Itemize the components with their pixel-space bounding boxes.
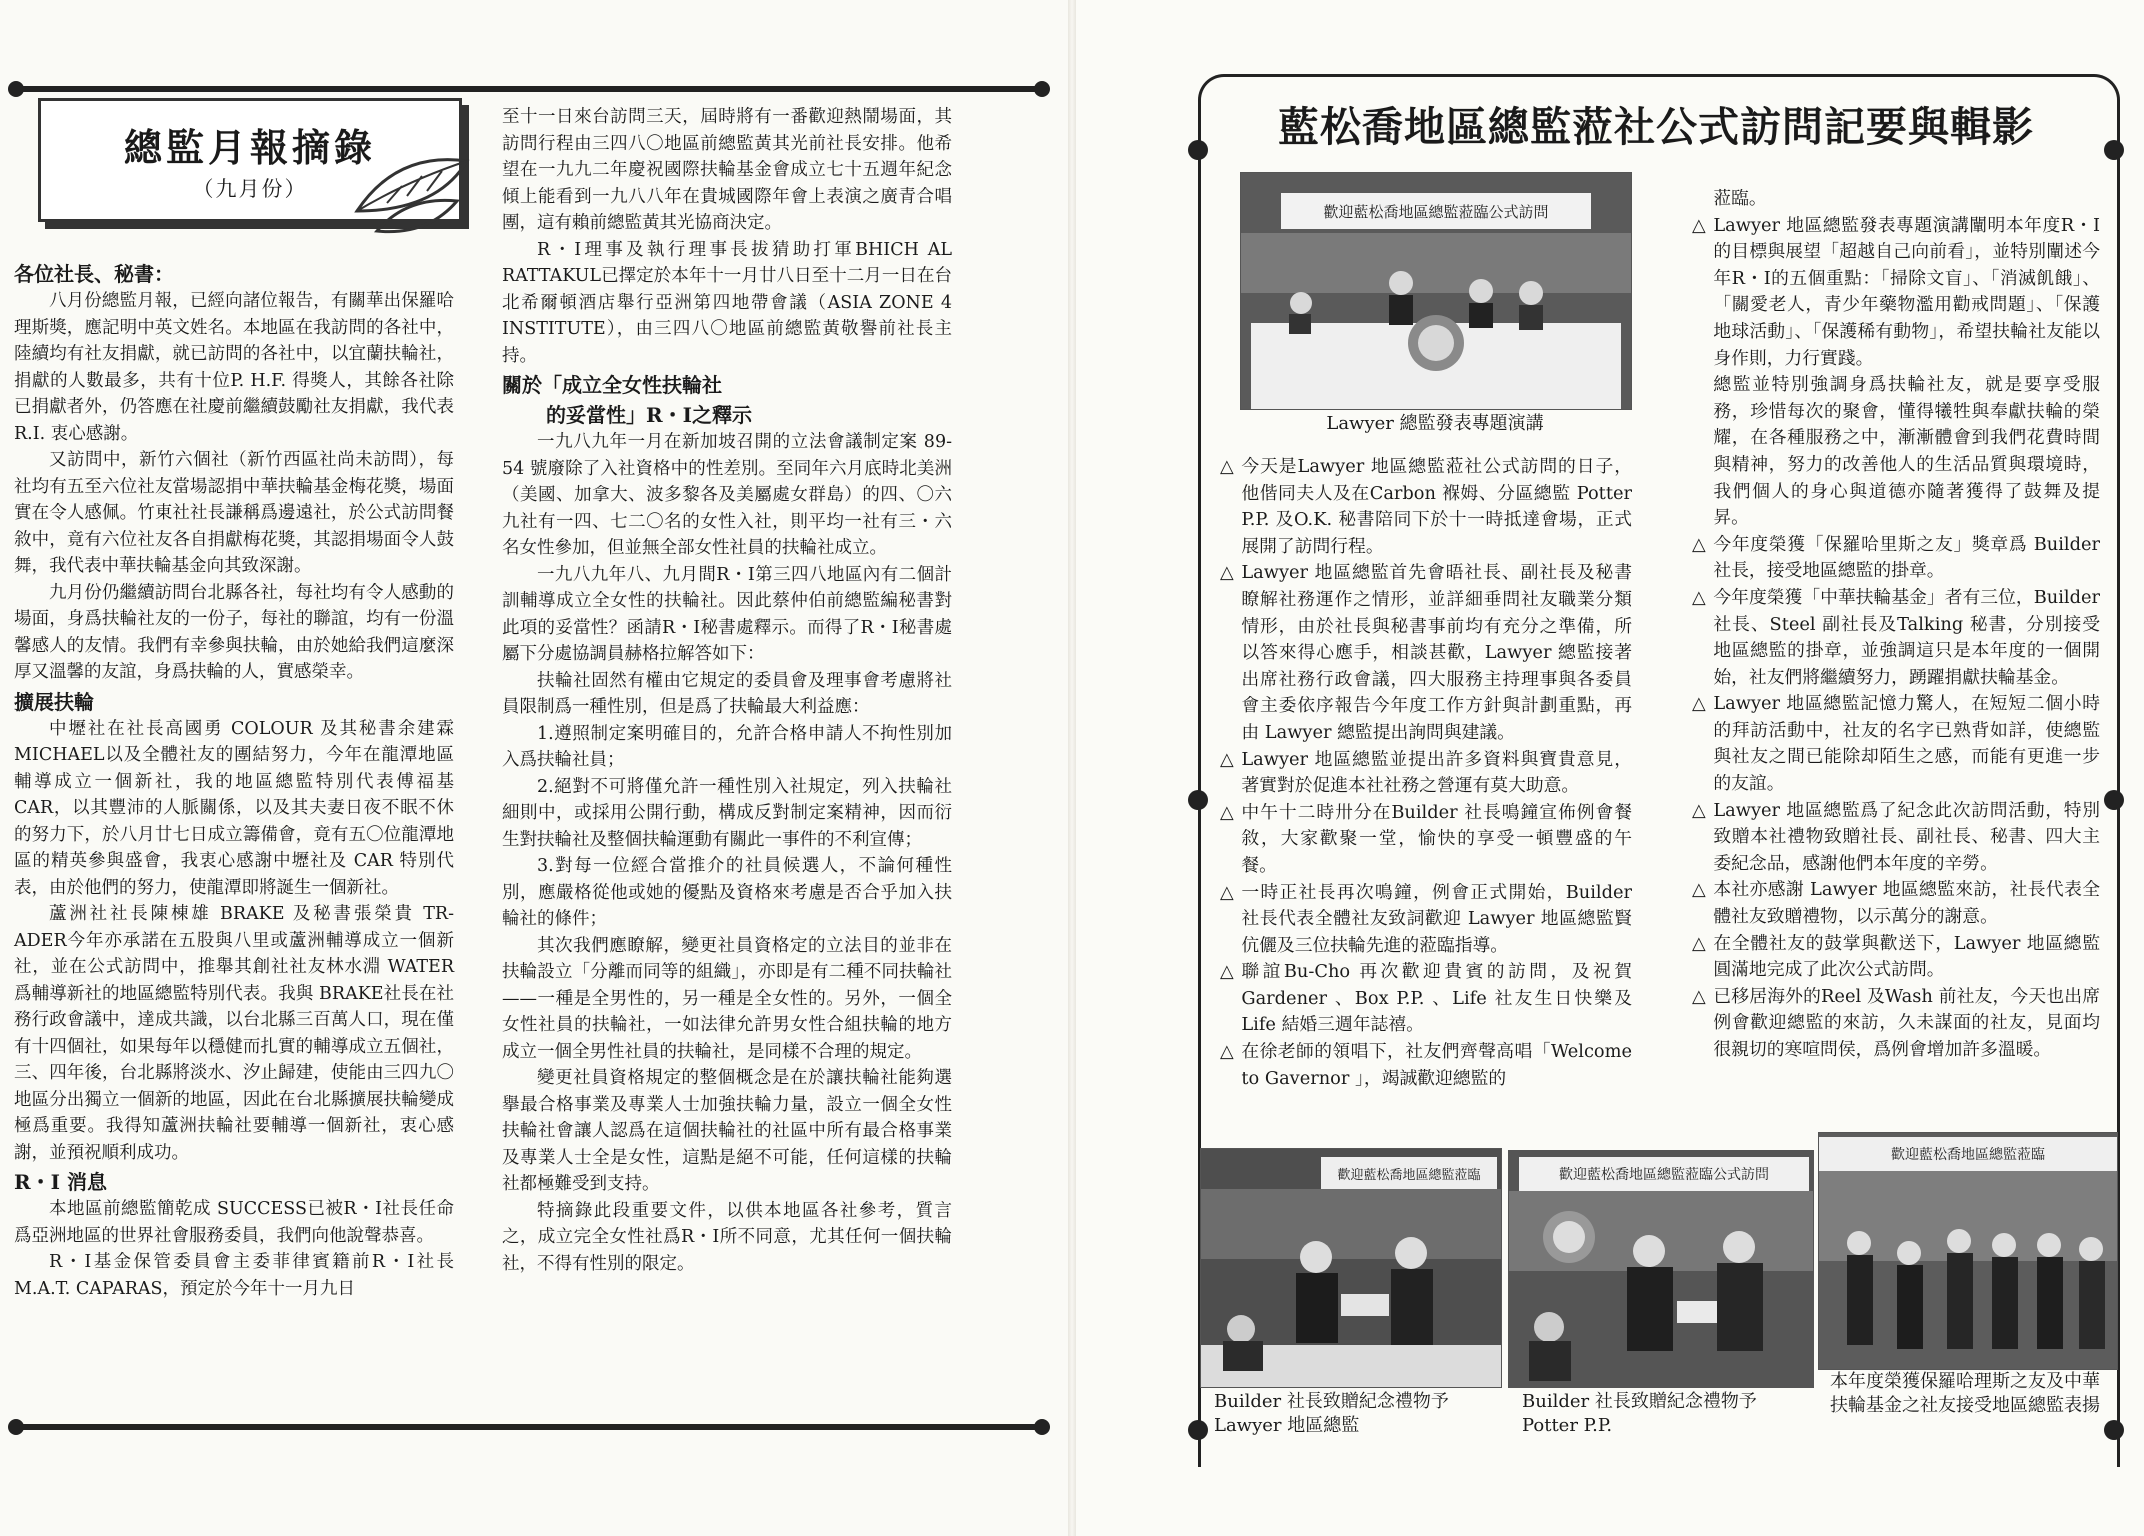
bullet-text: Lawyer 地區總監爲了紀念此次訪問活動，特別致贈本社禮物致贈社長、副社長、秘書、四大主委紀念品，感謝他們本年度的辛勞。 bbox=[1713, 799, 2100, 874]
frame-dot bbox=[1188, 790, 1208, 810]
frame-dot bbox=[2104, 790, 2124, 810]
list-item: 3.對每一位經合當推介的社員候選人，不論何種性別，應嚴格從他或她的優點及資格來考慮是否合乎加入扶輪社的條件； bbox=[502, 856, 952, 929]
frame-dot bbox=[1188, 1420, 1208, 1440]
bullet-item bbox=[1220, 800, 1632, 880]
bullet-text: 在徐老師的領唱下，社友們齊聲高唱「Welcome to Gavernor 」，竭誠歡迎總監的 bbox=[1241, 1041, 1632, 1089]
frame-dot bbox=[2104, 1420, 2124, 1440]
bullet-text: 已移居海外的Reel 及Wash 前社友，今天也出席例會歡迎總監的來訪，久未謀面的社友，見面均很親切的寒喧問侯，爲例會增加許多溫暖。 bbox=[1713, 985, 2100, 1060]
bullet-text: 總監並特別強調身爲扶輪社友，就是要享受服務，珍惜每次的聚會，懂得犧牲與奉獻扶輪的榮耀，在各種服務之中，漸漸體會到我們花費時間與精神，努力的改善他人的生活品質與環境時，我們個人的身心與道德亦隨著獲得了鼓舞及提昇。 bbox=[1713, 374, 2100, 529]
triangle-icon: △ bbox=[1692, 985, 1706, 1007]
banner-text: 歡迎藍松喬地區總監蒞臨 bbox=[1337, 1168, 1481, 1183]
paragraph: 一九八九年一月在新加坡召開的立法會議制定案 89-54 號廢除了入社資格中的性差別。至同年六月底時北美洲（美國、加拿大、波多黎各及美屬處女群島）的四、〇六九社有一四、七二〇名的女性入社，則平均一社有三・六名女性參加，但並無全部女性社員的扶輪社成立。 bbox=[502, 432, 952, 558]
section-heading-extension: 擴展扶輪 bbox=[14, 689, 94, 714]
bullet-item bbox=[1692, 984, 2100, 1064]
paragraph: 蒞臨。 bbox=[1713, 188, 1767, 209]
triangle-icon: △ bbox=[1220, 961, 1234, 983]
bullet-text: Lawyer 地區總監並提出許多資料與寶貴意見，著實對於促進本社社務之營運有莫大助意。 bbox=[1241, 748, 1632, 797]
bullet-item bbox=[1692, 532, 2100, 585]
triangle-icon: △ bbox=[1692, 586, 1706, 608]
bullet-item bbox=[1220, 1039, 1632, 1092]
triangle-icon: △ bbox=[1220, 456, 1234, 477]
bullet-text: 在全體社友的鼓掌與歡送下，Lawyer 地區總監圓滿地完成了此次公式訪問。 bbox=[1713, 932, 2100, 981]
bullet-item bbox=[1220, 880, 1632, 960]
banner-text: 歡迎藍松喬地區總監蒞臨 bbox=[1891, 1147, 2045, 1163]
triangle-icon: △ bbox=[1220, 1041, 1234, 1063]
bullet-item bbox=[1220, 747, 1632, 800]
photo-caption: Lawyer 總監發表專題演講 bbox=[1326, 413, 1544, 434]
photo-gift-potter bbox=[1508, 1150, 1814, 1388]
bullet-text: 中午十二時卅分在Builder 社長鳴鐘宣佈例會餐敘，大家歡聚一堂，愉快的享受一頓豐盛的午餐。 bbox=[1241, 801, 1632, 876]
triangle-icon: △ bbox=[1692, 693, 1706, 715]
left-column-1 bbox=[14, 258, 454, 1302]
triangle-icon: △ bbox=[1692, 533, 1706, 555]
section-heading-women-club-1: 關於「成立全女性扶輪社 bbox=[502, 373, 722, 397]
masthead-box bbox=[38, 98, 462, 222]
bullet-item bbox=[1220, 560, 1632, 746]
list-item: 2.絕對不可將僅允許一種性別入社規定，列入扶輪社細則中，或採用公開行動，構成反對制定案精神，因而衍生對扶輪社及整個扶輪運動有關此一事件的不利宣傳； bbox=[502, 776, 952, 850]
bullet-text: 聯誼Bu-Cho 再次歡迎貴賓的訪問，及祝賀 Gardener 、Box P.P. 、Life 社友生日快樂及Life 結婚三週年誌禧。 bbox=[1241, 961, 1632, 1036]
triangle-icon: △ bbox=[1220, 801, 1234, 823]
paragraph: 蘆洲社社長陳棟雄 BRAKE 及秘書張榮貴 TR- ADER今年亦承諾在五股與八里或蘆洲輔導成立一個新社，並在公式訪問中，推舉其創社社友林水淵 WATER 爲輔導新社的地區總監特別代表。我與 BRAKE社長在社務行政會議中，達成共識，以台北縣三百萬人口，現在僅有十四個社，如果每年以穩健而扎實的輔導成立五個社，三、四年後，台北縣將淡水、汐止歸建，使能由三四九〇地區分出獨立一個新的地區，因此在台北縣擴展扶輪變成極爲重要。我得知蘆洲扶輪社要輔導一個新社，衷心感謝，並預祝順利成功。 bbox=[14, 904, 454, 1163]
photo-speech bbox=[1240, 172, 1632, 410]
banner-text: 歡迎藍松喬地區總監蒞臨公式訪問 bbox=[1323, 203, 1549, 221]
bullet-item bbox=[1692, 798, 2100, 878]
paragraph: 其次我們應瞭解，變更社員資格定的立法目的並非在扶輪設立「分離而同等的組織」，亦即是有二種不同扶輪社——一種是全男性的，另一種是全女性的。另外，一個全女性社員的扶輪社，一如法律允許男女性合組扶輪的地方成立一個全男性社員的扶輪社，是同樣不合理的規定。 bbox=[502, 935, 952, 1062]
bullet-item bbox=[1692, 877, 2100, 930]
right-page-title: 藍松喬地區總監蒞社公式訪問記要與輯影 bbox=[1278, 103, 2034, 151]
masthead-title: 總監月報摘錄 bbox=[123, 125, 376, 170]
triangle-icon: △ bbox=[1692, 932, 1706, 954]
photo-gift-lawyer bbox=[1200, 1148, 1502, 1388]
bullet-item bbox=[1692, 585, 2100, 691]
bullet-text: 一時正社長再次鳴鐘，例會正式開始，Builder 社長代表全體社友致詞歡迎 Lawyer 地區總監賢伉儷及三位扶輪先進的蒞臨指導。 bbox=[1241, 881, 1632, 956]
photo-caption: 本年度榮獲保羅哈理斯之友及中華扶輪基金之社友接受地區總監表揚 bbox=[1830, 1371, 2100, 1416]
bullet-text: 今年度榮獲「保羅哈里斯之友」獎章爲 Builder 社長，接受地區總監的掛章。 bbox=[1713, 533, 2100, 582]
right-column-1 bbox=[1220, 454, 1632, 1092]
bullet-text: Lawyer 地區總監發表專題演講闡明本年度R・I的目標與展望「超越自己向前看」，並特別闡述今年R・I的五個重點：「掃除文盲」、「消滅飢餓」、「關愛老人，青少年藥物濫用勸戒問題」、「保護地球活動」、「保護稀有動物」，希望扶輪社友能以身作則，力行實踐。 bbox=[1713, 214, 2100, 369]
triangle-icon: △ bbox=[1220, 562, 1234, 584]
paragraph: 一九八九年八、九月間R・I第三四八地區內有二個計訓輔導成立全女性的扶輪社。因此蔡仲伯前總監編秘書對此項的妥當性？函請R・I秘書處釋示。而得了R・I秘書處屬下分處協調員赫格拉解答如下： bbox=[502, 564, 952, 664]
section-heading-women-club-2: 的妥當性」R・I之釋示 bbox=[546, 403, 752, 427]
bullet-text: 今年度榮獲「中華扶輪基金」者有三位，Builder 社長、Steel 副社長及Talking 秘書，分別接受地區總監的掛章，並強調這只是本年度的一個開始，社友們將繼續努力，踴躍捐獻扶輪基金。 bbox=[1713, 586, 2100, 688]
photo-award-group bbox=[1818, 1132, 2118, 1370]
section-heading-greeting: 各位社長、秘書： bbox=[14, 262, 174, 286]
triangle-icon: △ bbox=[1220, 748, 1234, 770]
leaf-icon bbox=[347, 141, 477, 241]
paragraph: 中壢社在社長高國勇 COLOUR 及其秘書余建霖MICHAEL以及全體社友的團結努力，今年在龍潭地區輔導成立一個新社，我的地區總監特別代表傅福基 CAR，以其豐沛的人脈關係，以及其夫妻日夜不眠不休的努力下，於八月廿七日成立籌備會，竟有五〇位龍潭地區的精英參與盛會，我衷心感謝中壢社及 CAR 特別代表，由於他們的努力，使龍潭即將誕生一個新社。 bbox=[14, 718, 454, 898]
paragraph: 又訪問中，新竹六個社（新竹西區社尚未訪問），每社均有五至六位社友當場認捐中華扶輪基金梅花獎，場面實在令人感佩。竹東社社長謙稱爲邊遠社，於公式訪問餐敘中，竟有六位社友各自捐獻梅花獎，其認捐場面令人鼓舞，我代表中華扶輪基金向其致深謝。 bbox=[14, 450, 454, 576]
paragraph: 本地區前總監簡乾成 SUCCESS已被R・I社長任命爲亞洲地區的世界社會服務委員，我們向他說聲恭喜。 bbox=[14, 1199, 454, 1246]
bullet-item bbox=[1692, 213, 2100, 373]
bullet-item bbox=[1692, 372, 2100, 532]
paragraph: R・I基金保管委員會主委菲律賓籍前R・I社長M.A.T. CAPARAS，預定於今年十一月九日 bbox=[14, 1252, 454, 1299]
bullet-item bbox=[1692, 691, 2100, 797]
triangle-icon: △ bbox=[1692, 799, 1706, 821]
triangle-icon: △ bbox=[1692, 879, 1706, 901]
bullet-text: 今天是Lawyer 地區總監蒞社公式訪問的日子，他偕同夫人及在Carbon 褓姆、分區總監 Potter P.P. 及O.K. 秘書陪同下於十一時抵達會場，正式展開了訪問行程。 bbox=[1241, 456, 1632, 557]
left-column-2 bbox=[502, 104, 952, 1277]
triangle-icon: △ bbox=[1220, 881, 1234, 903]
masthead-subtitle: （九月份） bbox=[192, 177, 308, 201]
bullet-item bbox=[1692, 931, 2100, 984]
photo-caption: Builder 社長致贈紀念禮物予 Lawyer 地區總監 bbox=[1214, 1391, 1449, 1436]
bullet-text: 本社亦感謝 Lawyer 地區總監來訪，社長代表全體社友致贈禮物，以示萬分的謝意。 bbox=[1713, 879, 2100, 928]
bottom-rule-left bbox=[14, 1424, 1044, 1430]
paragraph: 扶輪社固然有權由它規定的委員會及理事會考慮將社員限制爲一種性別，但是爲了扶輪最大利益應： bbox=[502, 670, 952, 717]
photo-caption: Builder 社長致贈紀念禮物予 Potter P.P. bbox=[1522, 1391, 1757, 1436]
paragraph: 變更社員資格規定的整個概念是在於讓扶輪社能夠選擧最合格事業及專業人士加強扶輪力量，設立一個全女性扶輪社會讓人認爲在這個扶輪社的社區中所有最合格事業及專業人士全是女性，這點是絕不可能，任何這樣的扶輪社都極難受到支持。 bbox=[502, 1068, 952, 1194]
section-heading-ri-news: R・I 消息 bbox=[14, 1170, 107, 1194]
paragraph: 特摘錄此段重要文件，以供本地區各社參考，質言之，成立完全女性社爲R・I所不同意，尤其任何一個扶輪社，不得有性別的限定。 bbox=[502, 1200, 952, 1274]
top-rule-left bbox=[14, 86, 1044, 92]
banner-text: 歡迎藍松喬地區總監蒞臨公式訪問 bbox=[1559, 1167, 1769, 1183]
right-column-2 bbox=[1692, 186, 2100, 1064]
page-spine bbox=[1068, 0, 1076, 1536]
paragraph: 八月份總監月報，已經向諸位報告，有關華出保羅哈理斯獎，應記明中英文姓名。本地區在我訪問的各社中，陸續均有社友捐獻，就已訪問的各社中，以宜蘭扶輪社，捐獻的人數最多，共有十位P. H.F. 得獎人，其餘各社除已捐獻者外，仍答應在社慶前繼續鼓勵社友捐獻，我代表R.I. 衷心感謝。 bbox=[14, 291, 454, 444]
bullet-item bbox=[1220, 454, 1632, 560]
bullet-text: Lawyer 地區總監首先會晤社長、副社長及秘書瞭解社務運作之情形，並詳細垂問社友職業分類情形，由於社長與秘書事前均有充分之準備，所以答來得心應手，相談甚歡，Lawyer 總監接著出席社務行政會議，四大服務主持理事與各委員會主委依序報告今年度工作方針與計劃重點，再由 Lawyer 總監提出詢問與建議。 bbox=[1241, 562, 1632, 743]
paragraph: R・I理事及執行理事長拔猜助打軍BHICH AL RATTAKUL已擇定於本年十一月廿八日至十二月一日在台北希爾頓酒店舉行亞洲第四地帶會議（ASIA ZONE 4 INSTITUTE），由三四八〇地區前總監黃敬譽前社長主持。 bbox=[502, 239, 952, 366]
triangle-icon: △ bbox=[1692, 214, 1706, 236]
bullet-text: Lawyer 地區總監記憶力驚人，在短短二個小時的拜訪活動中，社友的名字已熟背如詳，使總監與社友之間已能除却陌生之感，而能有更進一步的友誼。 bbox=[1713, 693, 2100, 795]
paragraph: 九月份仍繼續訪問台北縣各社，每社均有令人感動的場面，身爲扶輪社友的一份子，每社的聯誼，均有一份溫馨感人的友情。我們有幸參與扶輪，由於她給我們這麼深厚又溫馨的友誼，身爲扶輪的人，實感榮幸。 bbox=[14, 582, 454, 682]
bullet-item bbox=[1220, 959, 1632, 1039]
list-item: 1.遵照制定案明確目的，允許合格申請人不拘性別加入爲扶輪社員； bbox=[502, 723, 952, 770]
paragraph: 至十一日來台訪問三天，屆時將有一番歡迎熱鬧場面，其訪問行程由三四八〇地區前總監黃其光前社長安排。他希望在一九九二年慶祝國際扶輪基金會成立七十五週年紀念傾上能看到一九八八年在貴城國際年會上表演之廣青合唱團，這有賴前總監黃其光協商決定。 bbox=[502, 107, 952, 233]
